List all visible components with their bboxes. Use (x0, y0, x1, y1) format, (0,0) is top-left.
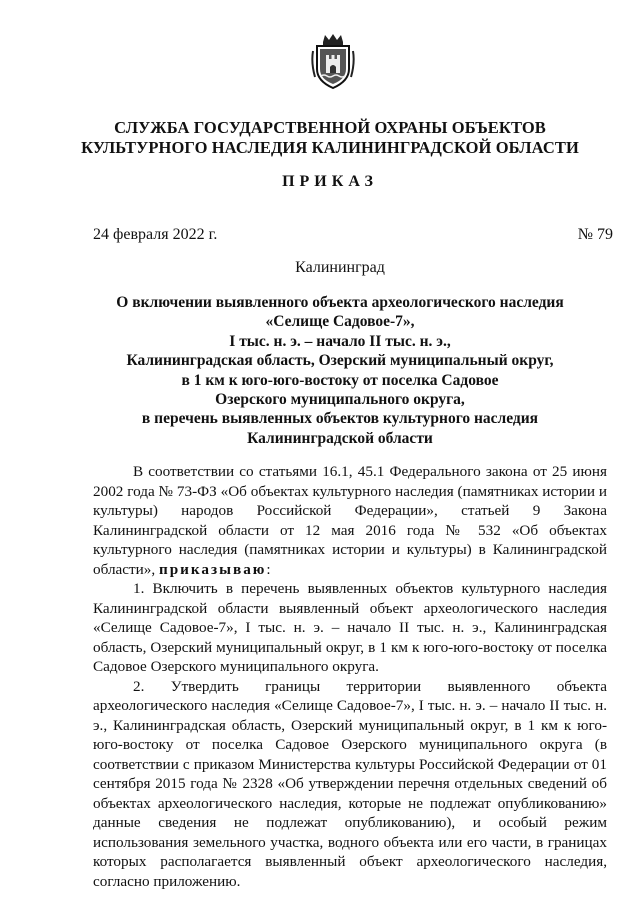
preamble-text: В соответствии со статьями 16.1, 45.1 Федерального закона от 25 июня 2002 года № 73-ФЗ «Об объектах культурного наследия (памятниках истории и культуры) народов Российской Федерации», статьей 9 Закона Калининградской области от 12 мая 2016 года № 532 «Об объектах культурного наследия (памятниках истории и культуры) в Калининградской области», (93, 463, 607, 578)
order-word: приказываю (158, 560, 267, 578)
preamble-paragraph (93, 462, 607, 579)
item-1-paragraph: 1. Включить в перечень выявленных объектов культурного наследия Калининградской области выявленный объект археологического наследия «Селище Садовое-7», I тыс. н. э. – начало II тыс. н. э., Калининградская область, Озерский муниципальный округ, в 1 км к юго-юго-востоку от поселка Садовое Озерского муниципального округа. (93, 580, 607, 675)
document-type: ПРИКАЗ (282, 173, 378, 190)
agency-line-1: СЛУЖБА ГОСУДАРСТВЕННОЙ ОХРАНЫ ОБЪЕКТОВ (114, 118, 546, 137)
subject-line: в перечень выявленных объектов культурного наследия (141, 410, 539, 428)
subject-line: Калининградская область, Озерский муниципальный округ, (126, 352, 554, 370)
subject-line: I тыс. н. э. – начало II тыс. н. э., (229, 332, 451, 350)
subject-line: «Селище Садовое-7», (265, 313, 415, 331)
document-subject (90, 293, 590, 448)
document-number: № 79 (577, 226, 613, 243)
subject-line: Калининградской области (247, 429, 433, 447)
item-2-paragraph: 2. Утвердить границы территории выявленного объекта археологического наследия «Селище Садовое-7», I тыс. н. э. – начало II тыс. н. э., Калининградская область, Озерский муниципальный округ, в 1 км к юго-юго-востоку от поселка Садовое Озерского муниципального округа (в соответствии с приказом Министерства культуры Российской Федерации от 01 сентября 2015 года № 2328 «Об утверждении перечня отдельных сведений об объектах археологического наследия, которые не подлежат опубликованию» данные сведения не подлежат опубликованию), и особый режим использования земельного участка, водного объекта или его части, в границах которых располагается выявленный объект археологического наследия, согласно приложению. (93, 677, 607, 890)
subject-line: Озерского муниципального округа, (215, 391, 465, 409)
order-colon: : (266, 560, 271, 578)
coat-of-arms-icon (311, 33, 355, 91)
document-body (93, 462, 607, 891)
document-date: 24 февраля 2022 г. (93, 226, 218, 243)
subject-line: в 1 км к юго-юго-востоку от поселка Садовое (181, 371, 499, 389)
agency-name (60, 118, 600, 158)
agency-line-2: КУЛЬТУРНОГО НАСЛЕДИЯ КАЛИНИНГРАДСКОЙ ОБЛАСТИ (81, 138, 579, 157)
subject-line: О включении выявленного объекта археологического наследия (116, 294, 564, 311)
document-city: Калининград (295, 259, 385, 276)
